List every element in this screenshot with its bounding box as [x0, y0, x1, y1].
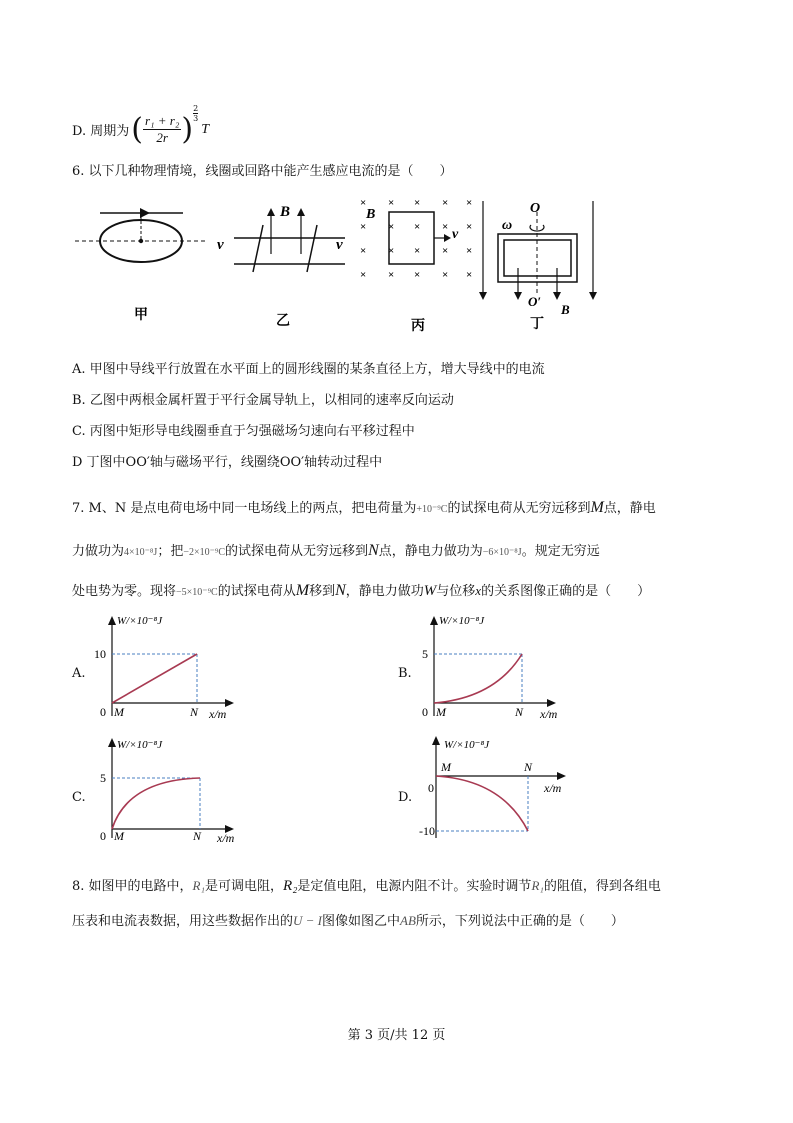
- q5d-frac-den: 2r: [156, 130, 168, 145]
- q5d-exp-den: 3: [193, 114, 199, 123]
- q7-graph-a: [88, 612, 248, 726]
- q7-l2-d: 点，静电力做功为: [378, 544, 483, 559]
- q7-graph-a-option: A.: [72, 666, 86, 681]
- field-cross-icon: ×: [388, 269, 395, 281]
- field-cross-icon: ×: [360, 221, 367, 233]
- graph-a-n: N: [190, 705, 199, 719]
- q7-graph-d: [412, 734, 577, 846]
- q7-graph-d-option: D.: [398, 790, 413, 805]
- q8-ui: U − I: [293, 913, 323, 928]
- figure-jia: [75, 208, 207, 323]
- field-cross-icon: ×: [442, 221, 449, 233]
- graph-d-xlabel: x/m: [544, 781, 562, 795]
- q5d-prefix: D. 周期为: [72, 124, 130, 139]
- q7-l2-c: 的试探电荷从无穷远移到: [225, 544, 369, 559]
- graph-b-ytick: 5: [422, 647, 428, 661]
- q8-l1-c: 是定值电阻，电源内阻不计。实验时调节: [297, 879, 532, 894]
- q7-l3-f: 的关系图像正确的是（ ）: [481, 584, 651, 599]
- q7-l3-c: 移到: [309, 584, 336, 599]
- figure-yi-label: 乙: [276, 313, 290, 329]
- q8-l2-b: 图像如图乙中: [322, 914, 401, 929]
- q5d-frac-num: r₁ + r₂: [144, 113, 180, 128]
- graph-d-m: M: [441, 760, 451, 774]
- q7-line2: [72, 540, 600, 560]
- graph-a-ylabel: W/×10⁻⁸J: [117, 615, 163, 627]
- graph-d-origin: 0: [428, 781, 434, 795]
- graph-c-ylabel: W/×10⁻⁸J: [117, 739, 163, 751]
- figure-ding-label: 丁: [530, 316, 544, 332]
- figure-jia-label: 甲: [134, 307, 148, 323]
- q5d-exp-num: 2: [193, 104, 199, 113]
- graph-c-curve: [112, 778, 200, 829]
- field-cross-icon: ×: [414, 221, 421, 233]
- field-cross-icon: ×: [414, 269, 421, 281]
- b-field-arrow-icon: [297, 208, 305, 216]
- q5d-fraction: ( $\frac{\text{r₁ + r₂}}{2r}$ ) $\frac{2}{3}$ T: [131, 104, 209, 147]
- graph-c-m: M: [114, 829, 124, 843]
- field-cross-icon: ×: [466, 197, 473, 209]
- q7-l2-e: 。规定无穷远: [521, 544, 600, 559]
- field-cross-icon: ×: [442, 245, 449, 257]
- q8-r2: R₂: [283, 878, 298, 894]
- figure-bing-label: 丙: [411, 318, 425, 334]
- q5-option-d: [72, 104, 209, 147]
- field-cross-icon: ×: [360, 245, 367, 257]
- graph-c-n: N: [193, 829, 202, 843]
- q8-r1: R₁: [192, 878, 206, 893]
- graph-b-n: N: [515, 705, 524, 719]
- graph-d-ytick: -10: [419, 824, 435, 838]
- graph-a-curve: [112, 654, 197, 703]
- q7-line1: [72, 497, 656, 517]
- figure-ding-omega: ω: [502, 218, 513, 233]
- q8-line2: [72, 910, 624, 929]
- figure-ding: [479, 201, 597, 332]
- graph-d-curve: [436, 776, 528, 831]
- graph-a-m: M: [114, 705, 124, 719]
- field-cross-icon: ×: [388, 221, 395, 233]
- q7-l1-m: M: [590, 499, 604, 516]
- q7-l2-w1: 4×10⁻⁸J: [124, 547, 158, 558]
- b-field-arrow-icon: [267, 208, 275, 216]
- graph-b-curve: [434, 654, 522, 703]
- q7-l2-b: ；把: [157, 544, 184, 559]
- field-cross-icon: ×: [360, 269, 367, 281]
- field-cross-icon: ×: [466, 269, 473, 281]
- q7-graph-b: [410, 612, 575, 726]
- q7-l1-b: 的试探电荷从无穷远移到: [447, 501, 591, 516]
- q7-l2-a: 力做功为: [72, 544, 125, 559]
- q7-l3-m: M: [295, 582, 310, 599]
- q7-l3-x: x: [475, 583, 482, 598]
- q7-l3-n: N: [335, 582, 346, 599]
- q7-l3-d: ，静电力做功: [345, 584, 424, 599]
- q8-ab: AB: [400, 913, 416, 928]
- figure-yi: [217, 204, 345, 329]
- graph-a-xlabel: x/m: [209, 707, 227, 721]
- q7-l3-e: 与位移: [436, 584, 476, 599]
- field-cross-icon: ×: [414, 197, 421, 209]
- page-footer: 第 3 页/共 12 页: [347, 1028, 446, 1043]
- q7-l3-a: 处电势为零。现将: [72, 584, 177, 599]
- q7-graph-c: [88, 734, 248, 848]
- field-cross-icon: ×: [360, 197, 367, 209]
- graph-b-origin: 0: [422, 705, 428, 719]
- field-cross-icon: ×: [388, 197, 395, 209]
- graph-d-ylabel: W/×10⁻⁸J: [444, 739, 490, 751]
- q6-option-c: C. 丙图中矩形导电线圈垂直于匀强磁场匀速向右平移过程中: [72, 424, 415, 439]
- graph-d-n: N: [524, 760, 533, 774]
- figure-yi-v-right: v: [336, 237, 343, 253]
- field-cross-icon: ×: [414, 245, 421, 257]
- q7-l2-n: N: [368, 542, 379, 559]
- q6-option-d: D 丁图中OO′轴与磁场平行，线圈绕OO′轴转动过程中: [72, 455, 383, 470]
- q7-l1-c: 点，静电: [603, 501, 656, 516]
- graph-c-xlabel: x/m: [217, 831, 235, 845]
- field-cross-icon: ×: [442, 197, 449, 209]
- q8-r1b: R₁: [531, 878, 544, 893]
- graph-b-ylabel: W/×10⁻⁸J: [439, 615, 485, 627]
- graph-b-m: M: [436, 705, 446, 719]
- q8-l2-a: 压表和电流表数据，用这些数据作出的: [72, 914, 294, 929]
- field-cross-icon: ×: [442, 269, 449, 281]
- q7-l3-q3: −5×10⁻⁹C: [176, 587, 218, 598]
- field-cross-icon: ×: [466, 245, 473, 257]
- graph-b-xlabel: x/m: [540, 707, 558, 721]
- q8-line1: [72, 875, 661, 895]
- figure-ding-o: O: [530, 201, 541, 216]
- figure-bing: [360, 197, 472, 334]
- figure-yi-b: B: [280, 204, 291, 220]
- figure-ding-b: B: [561, 302, 570, 317]
- q5d-suffix: T: [201, 121, 209, 137]
- q7-graph-c-option: C.: [72, 790, 86, 805]
- figure-bing-v: v: [452, 227, 459, 242]
- graph-a-ytick: 10: [94, 647, 106, 661]
- q6-figures: [70, 192, 610, 342]
- q7-line3: [72, 580, 650, 600]
- field-cross-icon: ×: [388, 245, 395, 257]
- q6-option-a: A. 甲图中导线平行放置在水平面上的圆形线圈的某条直径上方，增大导线中的电流: [72, 362, 545, 377]
- q7-l2-w2: −6×10⁻⁸J: [482, 547, 522, 558]
- q7-graph-b-option: B.: [398, 666, 412, 681]
- figure-bing-b: B: [366, 207, 376, 222]
- q7-l3-w: W: [423, 583, 437, 599]
- q8-l1-d: 的阻值，得到各组电: [543, 879, 661, 894]
- figure-yi-v-left: v: [217, 237, 224, 253]
- q8-l1-a: 8. 如图甲的电路中，: [72, 879, 193, 894]
- q7-l3-b: 的试探电荷从: [217, 584, 296, 599]
- graph-c-origin: 0: [100, 829, 106, 843]
- q8-l2-c: 所示，下列说法中正确的是（ ）: [415, 914, 624, 929]
- graph-c-ytick: 5: [100, 771, 106, 785]
- field-cross-icon: ×: [466, 221, 473, 233]
- q7-l1-a: 7. M、N 是点电荷电场中同一电场线上的两点，把电荷量为: [72, 501, 417, 516]
- velocity-arrow-icon: [444, 234, 451, 242]
- q8-l1-b: 是可调电阻，: [205, 879, 284, 894]
- graph-a-origin: 0: [100, 705, 106, 719]
- q7-l2-q2: −2×10⁻⁹C: [183, 547, 226, 558]
- q6-option-b: B. 乙图中两根金属杆置于平行金属导轨上，以相同的速率反向运动: [72, 393, 454, 408]
- figure-ding-o-prime: O′: [528, 294, 542, 309]
- q7-l1-charge: +10⁻⁹C: [416, 504, 448, 515]
- q6-stem: 6. 以下几种物理情境，线圈或回路中能产生感应电流的是（ ）: [72, 164, 453, 179]
